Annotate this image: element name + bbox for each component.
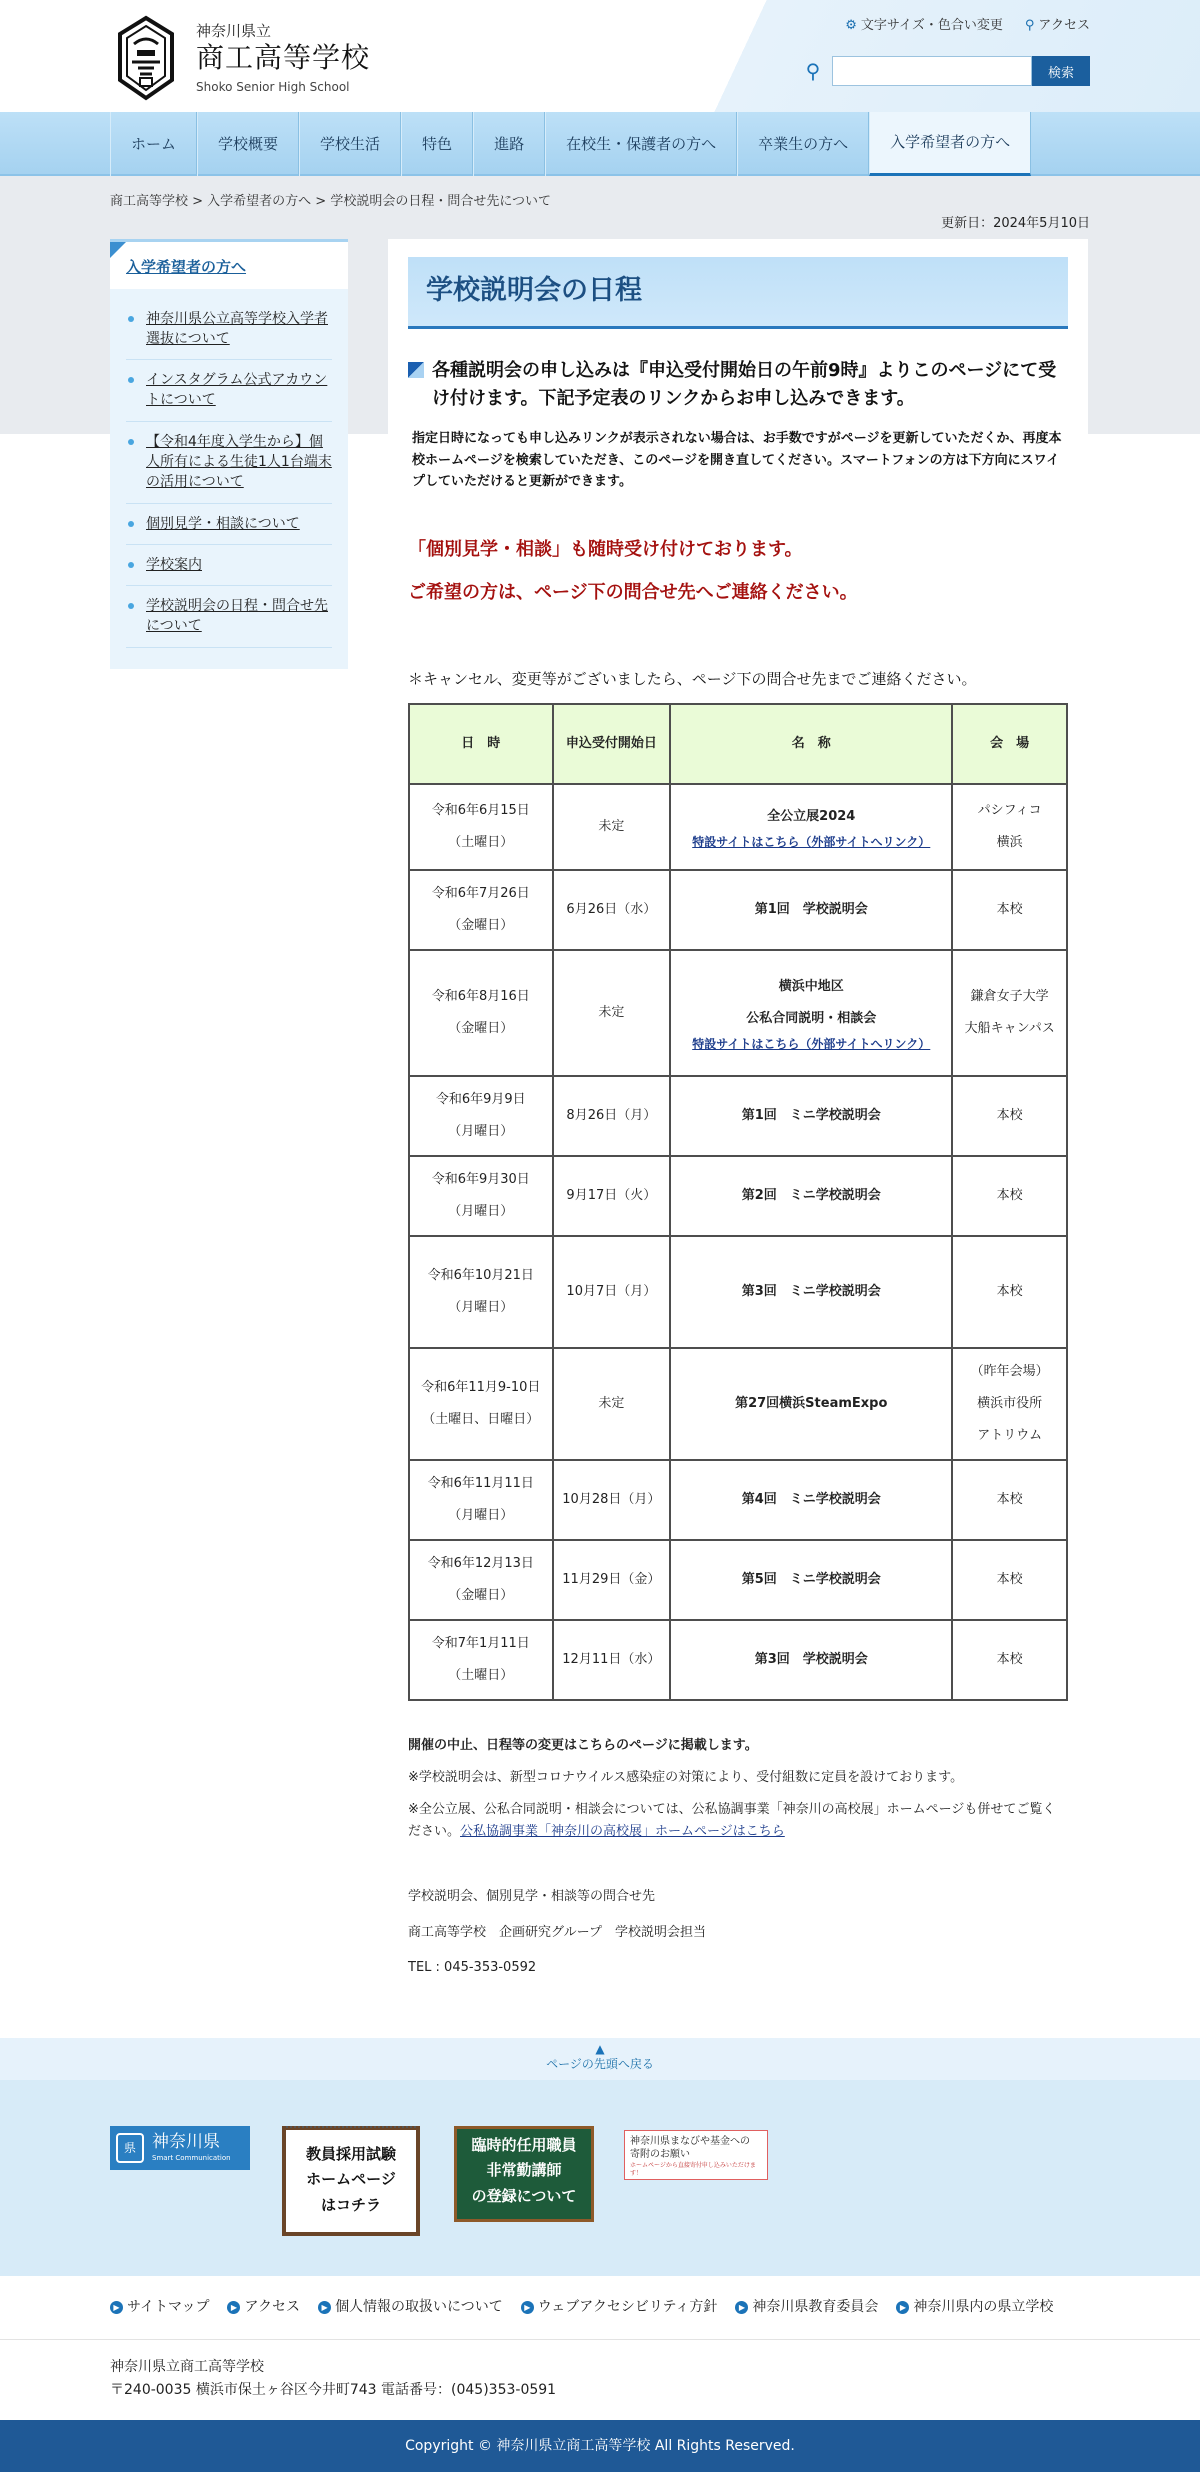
cell-venue [952,870,1067,950]
cell-name [670,1460,952,1540]
cell-venue [952,950,1067,1076]
nav-features[interactable]: 特色 [401,112,473,176]
venue-line: 本校 [996,1491,1023,1507]
event-name: 第1回 学校説明会 [754,901,868,917]
cell-start-date: 6月26日（水） [553,870,671,950]
cell-date [409,1236,553,1348]
reload-note: 指定日時になっても申し込みリンクが表示されない場合は、お手数ですがページを更新していただくか、再度本校ホームページを検索していただき、このページを開き直してください。スマートフォンの方は下方向にスワイプしていただけると更新ができます。 [412,431,1062,489]
cell-name [670,870,952,950]
event-name: 第2回 ミニ学校説明会 [741,1187,881,1203]
table-row [409,950,1067,1076]
table-row [409,1156,1067,1236]
venue-line: 横浜 [996,834,1023,850]
cell-start-date: 9月17日（火） [553,1156,671,1236]
covid-notice: ※学校説明会は、新型コロナウイルス感染症の対策により、受付組数に定員を設けております。 [408,1770,964,1785]
global-nav [0,112,1200,176]
cell-venue [952,1236,1067,1348]
table-row [409,1076,1067,1156]
table-row [409,1348,1067,1460]
cell-date [409,1076,553,1156]
cell-name [670,784,952,870]
venue-line: 本校 [996,1107,1023,1123]
cell-start-date: 未定 [553,950,671,1076]
application-subheading: 各種説明会の申し込みは『申込受付開始日の午前9時』よりこのページにて受け付けます。下記予定表のリンクからお申し込みできます。 [408,357,1068,415]
cell-date [409,1460,553,1540]
main-area [0,176,1200,2014]
cell-date [409,870,553,950]
arrow-right-icon: ▶ [735,2301,748,2314]
fair-notice: ※全公立展、公私合同説明・相談会については、公私協調事業「神奈川の高校展」ホームページも併せてご覧ください。公私協調事業「神奈川の高校展」ホームページはこちら [408,1802,1056,1840]
cell-name [670,1236,952,1348]
weekday-line: （金曜日） [448,1587,514,1603]
search-input[interactable] [832,56,1032,86]
kanagawa-prefecture-banner[interactable]: 県 神奈川県 Smart Communication [110,2126,250,2170]
footer-link-accessibility[interactable]: ▶ ウェブアクセシビリティ方針 [521,2297,718,2318]
schedule-table [408,703,1068,1701]
font-color-settings-link[interactable]: ⚙ 文字サイズ・色合い変更 [845,18,1003,33]
arrow-right-icon: ▶ [521,2301,534,2314]
individual-visit-notice: 「個別見学・相談」も随時受け付けております。 [408,539,803,561]
event-name: 第27回横浜SteamExpo [735,1395,888,1411]
date-line: 令和6年7月26日 [431,886,530,902]
arrow-right-icon: ▶ [110,2301,123,2314]
footer-address-line: 〒240-0035 横浜市保土ヶ谷区今井町743 電話番号：(045)353-0591 [110,2381,557,2398]
manabiya-fund-banner[interactable]: 神奈川県まなびや基金への 寄附のお願い ホームページから直接寄付申し込みいただけます！ [624,2130,768,2180]
footer-address [0,2340,1200,2420]
nav-home[interactable]: ホーム [110,112,197,176]
sidebar [110,239,348,669]
special-site-link[interactable]: 特設サイトはこちら（外部サイトへリンク） [692,835,931,850]
gear-icon: ⚙ [845,18,857,33]
cell-start-date: 11月29日（金） [553,1540,671,1620]
event-name: 横浜中地区 [778,979,844,995]
footer-link-board-of-education[interactable]: ▶ 神奈川県教育委員会 [735,2297,878,2318]
logo-school-name-en: Shoko Senior High School [196,80,350,95]
nav-about[interactable]: 学校概要 [197,112,299,176]
cell-venue [952,1540,1067,1620]
kanagawa-emblem-icon: 県 [116,2133,144,2163]
date-line: 令和6年8月16日 [431,989,530,1005]
date-line: 令和6年9月30日 [431,1172,530,1188]
kanagawa-high-school-fair-link[interactable]: 公私協調事業「神奈川の高校展」ホームページはこちら [460,1824,785,1840]
date-line: 令和6年12月13日 [427,1556,534,1572]
event-name: 第3回 学校説明会 [754,1651,868,1667]
event-name: 第5回 ミニ学校説明会 [741,1571,881,1587]
header-start-date: 申込受付開始日 [553,704,671,784]
cell-name [670,1540,952,1620]
cancel-notice: ＊キャンセル、変更等がございましたら、ページ下の問合せ先までご連絡ください。 [408,670,977,689]
venue-line: アトリウム [977,1427,1043,1443]
cell-start-date: 10月7日（月） [553,1236,671,1348]
cell-start-date: 12月11日（水） [553,1620,671,1700]
venue-line: 本校 [996,1571,1023,1587]
cell-venue [952,1076,1067,1156]
table-row [409,784,1067,870]
event-name: 第3回 ミニ学校説明会 [741,1283,881,1299]
footer-links [0,2276,1200,2340]
page-title: 学校説明会の日程 [408,257,1068,329]
cell-start-date: 未定 [553,1348,671,1460]
venue-line: 本校 [996,1187,1023,1203]
weekday-line: （金曜日） [448,917,514,933]
site-search [802,56,1090,86]
breadcrumb[interactable]: 商工高等学校 > 入学希望者の方へ > 学校説明会の日程・問合せ先について [110,194,552,209]
weekday-line: （月曜日） [448,1507,514,1523]
footer-link-sitemap[interactable]: ▶ サイトマップ [110,2297,209,2318]
arrow-right-icon: ▶ [227,2301,240,2314]
arrow-right-icon: ▶ [896,2301,909,2314]
nav-students-parents[interactable]: 在校生・保護者の方へ [545,112,737,176]
contact-notice: ご希望の方は、ページ下の問合せ先へご連絡ください。 [408,582,858,604]
venue-line: （昨年会場） [970,1364,1049,1380]
cell-name [670,1156,952,1236]
date-line: 令和6年11月9-10日 [421,1380,541,1396]
contact-heading: 学校説明会、個別見学・相談等の問合せ先 [408,1889,656,1905]
event-name: 第1回 ミニ学校説明会 [741,1107,881,1123]
table-row [409,1620,1067,1700]
sidebar-item-school-guide[interactable]: 学校案内 [126,545,332,586]
teacher-recruitment-banner[interactable]: 教員採用試験 ホームページ はコチラ [282,2126,420,2236]
page-top-link[interactable]: ▲ ページの先頭へ戻る [0,2038,1200,2080]
cell-start-date: 10月28日（月） [553,1460,671,1540]
date-line: 令和6年6月15日 [431,803,530,819]
footer-link-privacy[interactable]: ▶ 個人情報の取扱いについて [318,2297,503,2318]
table-row [409,1540,1067,1620]
nav-school-life[interactable]: 学校生活 [299,112,401,176]
venue-line: 横浜市役所 [977,1395,1043,1411]
venue-line: パシフィコ [977,803,1042,819]
cell-venue [952,1460,1067,1540]
cell-venue [952,1620,1067,1700]
contact-phone: TEL : 045-353-0592 [408,1960,537,1976]
site-header [0,0,1200,112]
venue-line: 本校 [996,901,1023,917]
cell-start-date: 未定 [553,784,671,870]
cell-date [409,1156,553,1236]
cell-name [670,1620,952,1700]
weekday-line: （月曜日） [448,1299,514,1315]
event-name: 全公立展2024 [767,809,856,825]
venue-line: 鎌倉女子大学 [970,989,1049,1005]
table-header-row [409,704,1067,784]
weekday-line: （土曜日） [448,1667,514,1683]
table-row [409,1236,1067,1348]
banner-area [0,2080,1200,2276]
logo-prefecture: 神奈川県立 [196,21,272,40]
date-line: 令和6年10月21日 [427,1268,534,1284]
weekday-line: （月曜日） [448,1123,514,1139]
event-name: 第4回 ミニ学校説明会 [741,1491,881,1507]
after-table-notes [408,1735,1068,1843]
access-link[interactable]: ⚲ アクセス [1024,18,1090,33]
cell-venue [952,784,1067,870]
weekday-line: （月曜日） [448,1203,514,1219]
weekday-line: （土曜日、日曜日） [422,1411,540,1427]
arrow-right-icon: ▶ [318,2301,331,2314]
date-line: 令和6年11月11日 [427,1476,534,1492]
cell-start-date: 8月26日（月） [553,1076,671,1156]
sidebar-title[interactable]: 入学希望者の方へ [110,242,348,289]
venue-line: 大船キャンパス [964,1020,1055,1036]
header-name: 名 称 [670,704,952,784]
sidebar-item-individual-visit[interactable]: 個別見学・相談について [126,504,332,545]
header-date: 日 時 [409,704,553,784]
copyright: Copyright © 神奈川県立商工高等学校 All Rights Reserved. [0,2420,1200,2472]
map-pin-icon: ⚲ [1024,18,1035,33]
cell-date [409,784,553,870]
table-row [409,1460,1067,1540]
cell-name [670,950,952,1076]
weekday-line: （土曜日） [448,834,514,850]
cell-date [409,1348,553,1460]
updated-date: 更新日：2024年5月10日 [941,215,1090,231]
weekday-line: （金曜日） [448,1020,514,1036]
nav-graduates[interactable]: 卒業生の方へ [737,112,869,176]
sidebar-item-entrance-exam[interactable]: 神奈川県公立高等学校入学者選抜について [126,299,332,361]
venue-line: 本校 [996,1283,1023,1299]
change-notice: 開催の中止、日程等の変更はこちらのページに掲載します。 [408,1737,758,1753]
cell-date [409,1620,553,1700]
special-site-link[interactable]: 特設サイトはこちら（外部サイトへリンク） [692,1037,931,1052]
footer-link-prefectural-schools[interactable]: ▶ 神奈川県内の県立学校 [896,2297,1053,2318]
footer-link-access[interactable]: ▶ アクセス [227,2297,300,2318]
date-line: 令和7年1月11日 [431,1636,530,1652]
date-line: 令和6年9月9日 [435,1092,526,1108]
main-content [388,239,1088,2014]
header-utility-links [845,16,1090,36]
temporary-staff-banner[interactable]: 臨時的任用職員 非常勤講師 の登録について [454,2126,594,2222]
sidebar-item-briefing-schedule[interactable]: 学校説明会の日程・問合せ先について [126,586,332,648]
cell-date [409,1540,553,1620]
cell-venue [952,1156,1067,1236]
cell-name [670,1076,952,1156]
cell-name [670,1348,952,1460]
cell-date [409,950,553,1076]
search-icon: ⚲ [805,59,821,83]
event-name-2: 公私合同説明・相談会 [746,1011,877,1027]
nav-applicants[interactable]: 入学希望者の方へ [869,112,1031,176]
site-logo[interactable] [110,14,370,102]
search-button[interactable]: 検索 [1032,56,1090,86]
schedule-table-body [409,784,1067,1700]
contact-department: 商工高等学校 企画研究グループ 学校説明会担当 [408,1924,706,1940]
cell-venue [952,1348,1067,1460]
sidebar-item-device[interactable]: 【令和4年度入学生から】個人所有による生徒1人1台端末の活用について [126,422,332,504]
table-row [409,870,1067,950]
venue-line: 本校 [996,1651,1023,1667]
footer-school-name: 神奈川県立商工高等学校 [110,2358,264,2375]
logo-school-name: 商工高等学校 [196,41,371,75]
school-emblem-icon [110,14,182,102]
sidebar-item-instagram[interactable]: インスタグラム公式アカウントについて [126,360,332,422]
header-venue: 会 場 [952,704,1067,784]
up-arrow-icon: ▲ [595,2041,605,2056]
nav-career[interactable]: 進路 [473,112,545,176]
contact-info [408,1887,1068,1978]
